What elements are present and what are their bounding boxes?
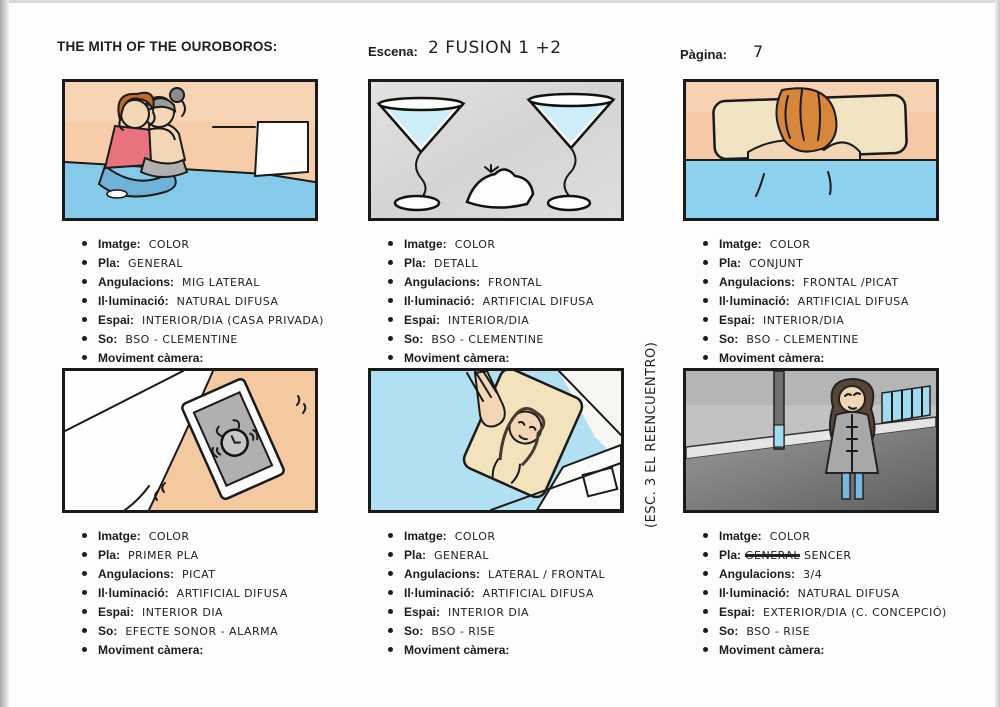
panel-1 (62, 79, 324, 367)
field-value: INTERIOR/DIA (448, 314, 530, 327)
field-value: COLOR (769, 530, 811, 543)
field-label: So: (404, 332, 424, 346)
field-label: Angulacions: (98, 275, 175, 289)
field-row (388, 272, 678, 291)
panel-4 (62, 368, 318, 659)
scene-side-note: (ESC. 3 EL REENCUENTRO) (644, 341, 659, 528)
field-row (82, 583, 372, 602)
field-row (703, 602, 993, 621)
page-title: THE MITH OF THE OUROBOROS: (57, 39, 278, 54)
scan-edge-left (0, 0, 9, 707)
field-value: SENCER (804, 549, 852, 562)
field-value: COLOR (769, 238, 811, 251)
field-value: ARTIFICIAL DIFUSA (482, 587, 594, 600)
field-label: Pla: (98, 256, 121, 270)
panel-fields (368, 234, 678, 367)
field-label: Angulacions: (719, 567, 796, 581)
field-value: INTERIOR/DIA (763, 314, 845, 327)
field-value: INTERIOR DIA (448, 606, 530, 619)
field-label: Moviment càmera: (404, 643, 510, 657)
field-row (82, 526, 372, 545)
field-row (388, 621, 678, 640)
field-label: Il·luminació: (719, 586, 790, 600)
field-row (703, 272, 993, 291)
field-label: So: (719, 624, 739, 638)
field-value: NATURAL DIFUSA (797, 587, 900, 600)
field-row (388, 310, 678, 329)
sketch-phone-alarm-overhead (65, 371, 315, 510)
field-value-struck: GENERAL (745, 549, 801, 562)
field-value: COLOR (148, 530, 190, 543)
field-value: PRIMER PLA (128, 549, 199, 562)
field-value: COLOR (454, 530, 496, 543)
field-label: So: (719, 332, 739, 346)
field-label: Imatge: (719, 237, 762, 251)
field-value: NATURAL DIFUSA (176, 295, 279, 308)
field-label: Angulacions: (404, 275, 481, 289)
field-row (82, 545, 372, 564)
field-label: So: (98, 332, 118, 346)
field-label: Pla: (404, 548, 427, 562)
panel-fields (62, 234, 372, 367)
field-row (82, 621, 372, 640)
field-label: Imatge: (404, 529, 447, 543)
field-label: Moviment càmera: (404, 351, 510, 365)
field-label: Espai: (719, 313, 756, 327)
panel-fields (368, 526, 678, 659)
field-label: Il·luminació: (98, 586, 169, 600)
field-value: GENERAL (434, 549, 490, 562)
escena-value: 2 FUSION 1 +2 (428, 38, 562, 58)
field-label: Espai: (404, 313, 441, 327)
pagina-value: 7 (753, 42, 764, 61)
field-row (388, 291, 678, 310)
field-value: ARTIFICIAL DIFUSA (797, 295, 909, 308)
field-value: BSO - RISE (746, 625, 811, 638)
field-row (82, 310, 372, 329)
panel-frame (368, 368, 624, 513)
field-value: EFECTE SONOR - ALARMA (125, 625, 279, 638)
field-value: DETALL (434, 257, 479, 270)
field-value: COLOR (454, 238, 496, 251)
panel-fields (62, 526, 372, 659)
field-row (703, 640, 993, 659)
field-row (388, 526, 678, 545)
panel-2 (368, 79, 624, 367)
field-label: Espai: (719, 605, 756, 619)
field-label: Espai: (98, 605, 135, 619)
field-label: Espai: (98, 313, 135, 327)
field-row (703, 583, 993, 602)
field-label: Moviment càmera: (98, 643, 204, 657)
field-row (703, 291, 993, 310)
field-value: COLOR (148, 238, 190, 251)
panel-3 (683, 79, 939, 367)
panel-fields (683, 526, 993, 659)
sketch-person-waking-overhead (371, 371, 621, 510)
field-row (388, 583, 678, 602)
field-row (703, 234, 993, 253)
field-label: Moviment càmera: (719, 351, 825, 365)
field-row (82, 640, 372, 659)
field-row (82, 329, 372, 348)
field-row (82, 234, 372, 253)
field-label: So: (404, 624, 424, 638)
field-value: 3/4 (803, 568, 823, 581)
field-row (703, 348, 993, 367)
field-row (82, 348, 372, 367)
field-row (82, 564, 372, 583)
scan-edge-top (0, 0, 1000, 3)
field-row (388, 234, 678, 253)
field-row (82, 253, 372, 272)
field-label: Il·luminació: (719, 294, 790, 308)
field-value: BSO - CLEMENTINE (746, 333, 859, 346)
escena-label: Escena: (368, 44, 418, 59)
field-label: Pla: (98, 548, 121, 562)
field-value: PICAT (182, 568, 216, 581)
field-label: Pla: (719, 548, 742, 562)
field-value: LATERAL / FRONTAL (488, 568, 606, 581)
field-row (388, 253, 678, 272)
sketch-two-cocktail-glasses (371, 82, 621, 218)
field-label: Espai: (404, 605, 441, 619)
field-label: Moviment càmera: (719, 643, 825, 657)
field-value: BSO - RISE (431, 625, 496, 638)
field-value: GENERAL (128, 257, 184, 270)
sketch-woman-walking-street (686, 371, 936, 510)
field-label: Imatge: (98, 237, 141, 251)
field-row (703, 329, 993, 348)
field-label: Pla: (404, 256, 427, 270)
field-value: CONJUNT (749, 257, 804, 270)
field-label: Imatge: (404, 237, 447, 251)
field-label: Angulacions: (719, 275, 796, 289)
field-value: FRONTAL /PICAT (803, 276, 899, 289)
field-label: Pla: (719, 256, 742, 270)
panel-frame (683, 368, 939, 513)
field-label: Il·luminació: (98, 294, 169, 308)
field-value: BSO - CLEMENTINE (431, 333, 544, 346)
sketch-couple-kissing-on-bed (65, 82, 315, 218)
field-row (82, 602, 372, 621)
field-row (388, 640, 678, 659)
panel-5 (368, 368, 624, 659)
field-row (703, 310, 993, 329)
sketch-person-sleeping-in-bed (686, 82, 936, 218)
field-value: EXTERIOR/DIA (C. CONCEPCIÓ) (763, 606, 947, 619)
panel-6 (683, 368, 947, 659)
field-row (388, 602, 678, 621)
field-label: Angulacions: (404, 567, 481, 581)
panel-frame (62, 79, 318, 221)
field-row (388, 545, 678, 564)
field-value: ARTIFICIAL DIFUSA (482, 295, 594, 308)
panel-frame (62, 368, 318, 513)
field-row (703, 526, 993, 545)
field-label: So: (98, 624, 118, 638)
field-label: Angulacions: (98, 567, 175, 581)
pagina-label: Pàgina: (680, 47, 727, 62)
panel-fields (683, 234, 993, 367)
field-row (703, 621, 993, 640)
field-value: INTERIOR DIA (142, 606, 224, 619)
panel-frame (368, 79, 624, 221)
field-label: Moviment càmera: (98, 351, 204, 365)
field-row (82, 272, 372, 291)
panel-frame (683, 79, 939, 221)
field-row (703, 545, 993, 564)
field-row (82, 291, 372, 310)
field-label: Il·luminació: (404, 294, 475, 308)
field-label: Imatge: (719, 529, 762, 543)
field-value: ARTIFICIAL DIFUSA (176, 587, 288, 600)
field-value: BSO - CLEMENTINE (125, 333, 238, 346)
field-row (388, 329, 678, 348)
field-row (388, 348, 678, 367)
field-label: Imatge: (98, 529, 141, 543)
field-value: MIG LATERAL (182, 276, 260, 289)
field-value: FRONTAL (488, 276, 542, 289)
field-label: Il·luminació: (404, 586, 475, 600)
field-value: INTERIOR/DIA (CASA PRIVADA) (142, 314, 324, 327)
field-row (388, 564, 678, 583)
field-row (703, 253, 993, 272)
scan-edge-right (995, 0, 1000, 707)
field-row (703, 564, 993, 583)
